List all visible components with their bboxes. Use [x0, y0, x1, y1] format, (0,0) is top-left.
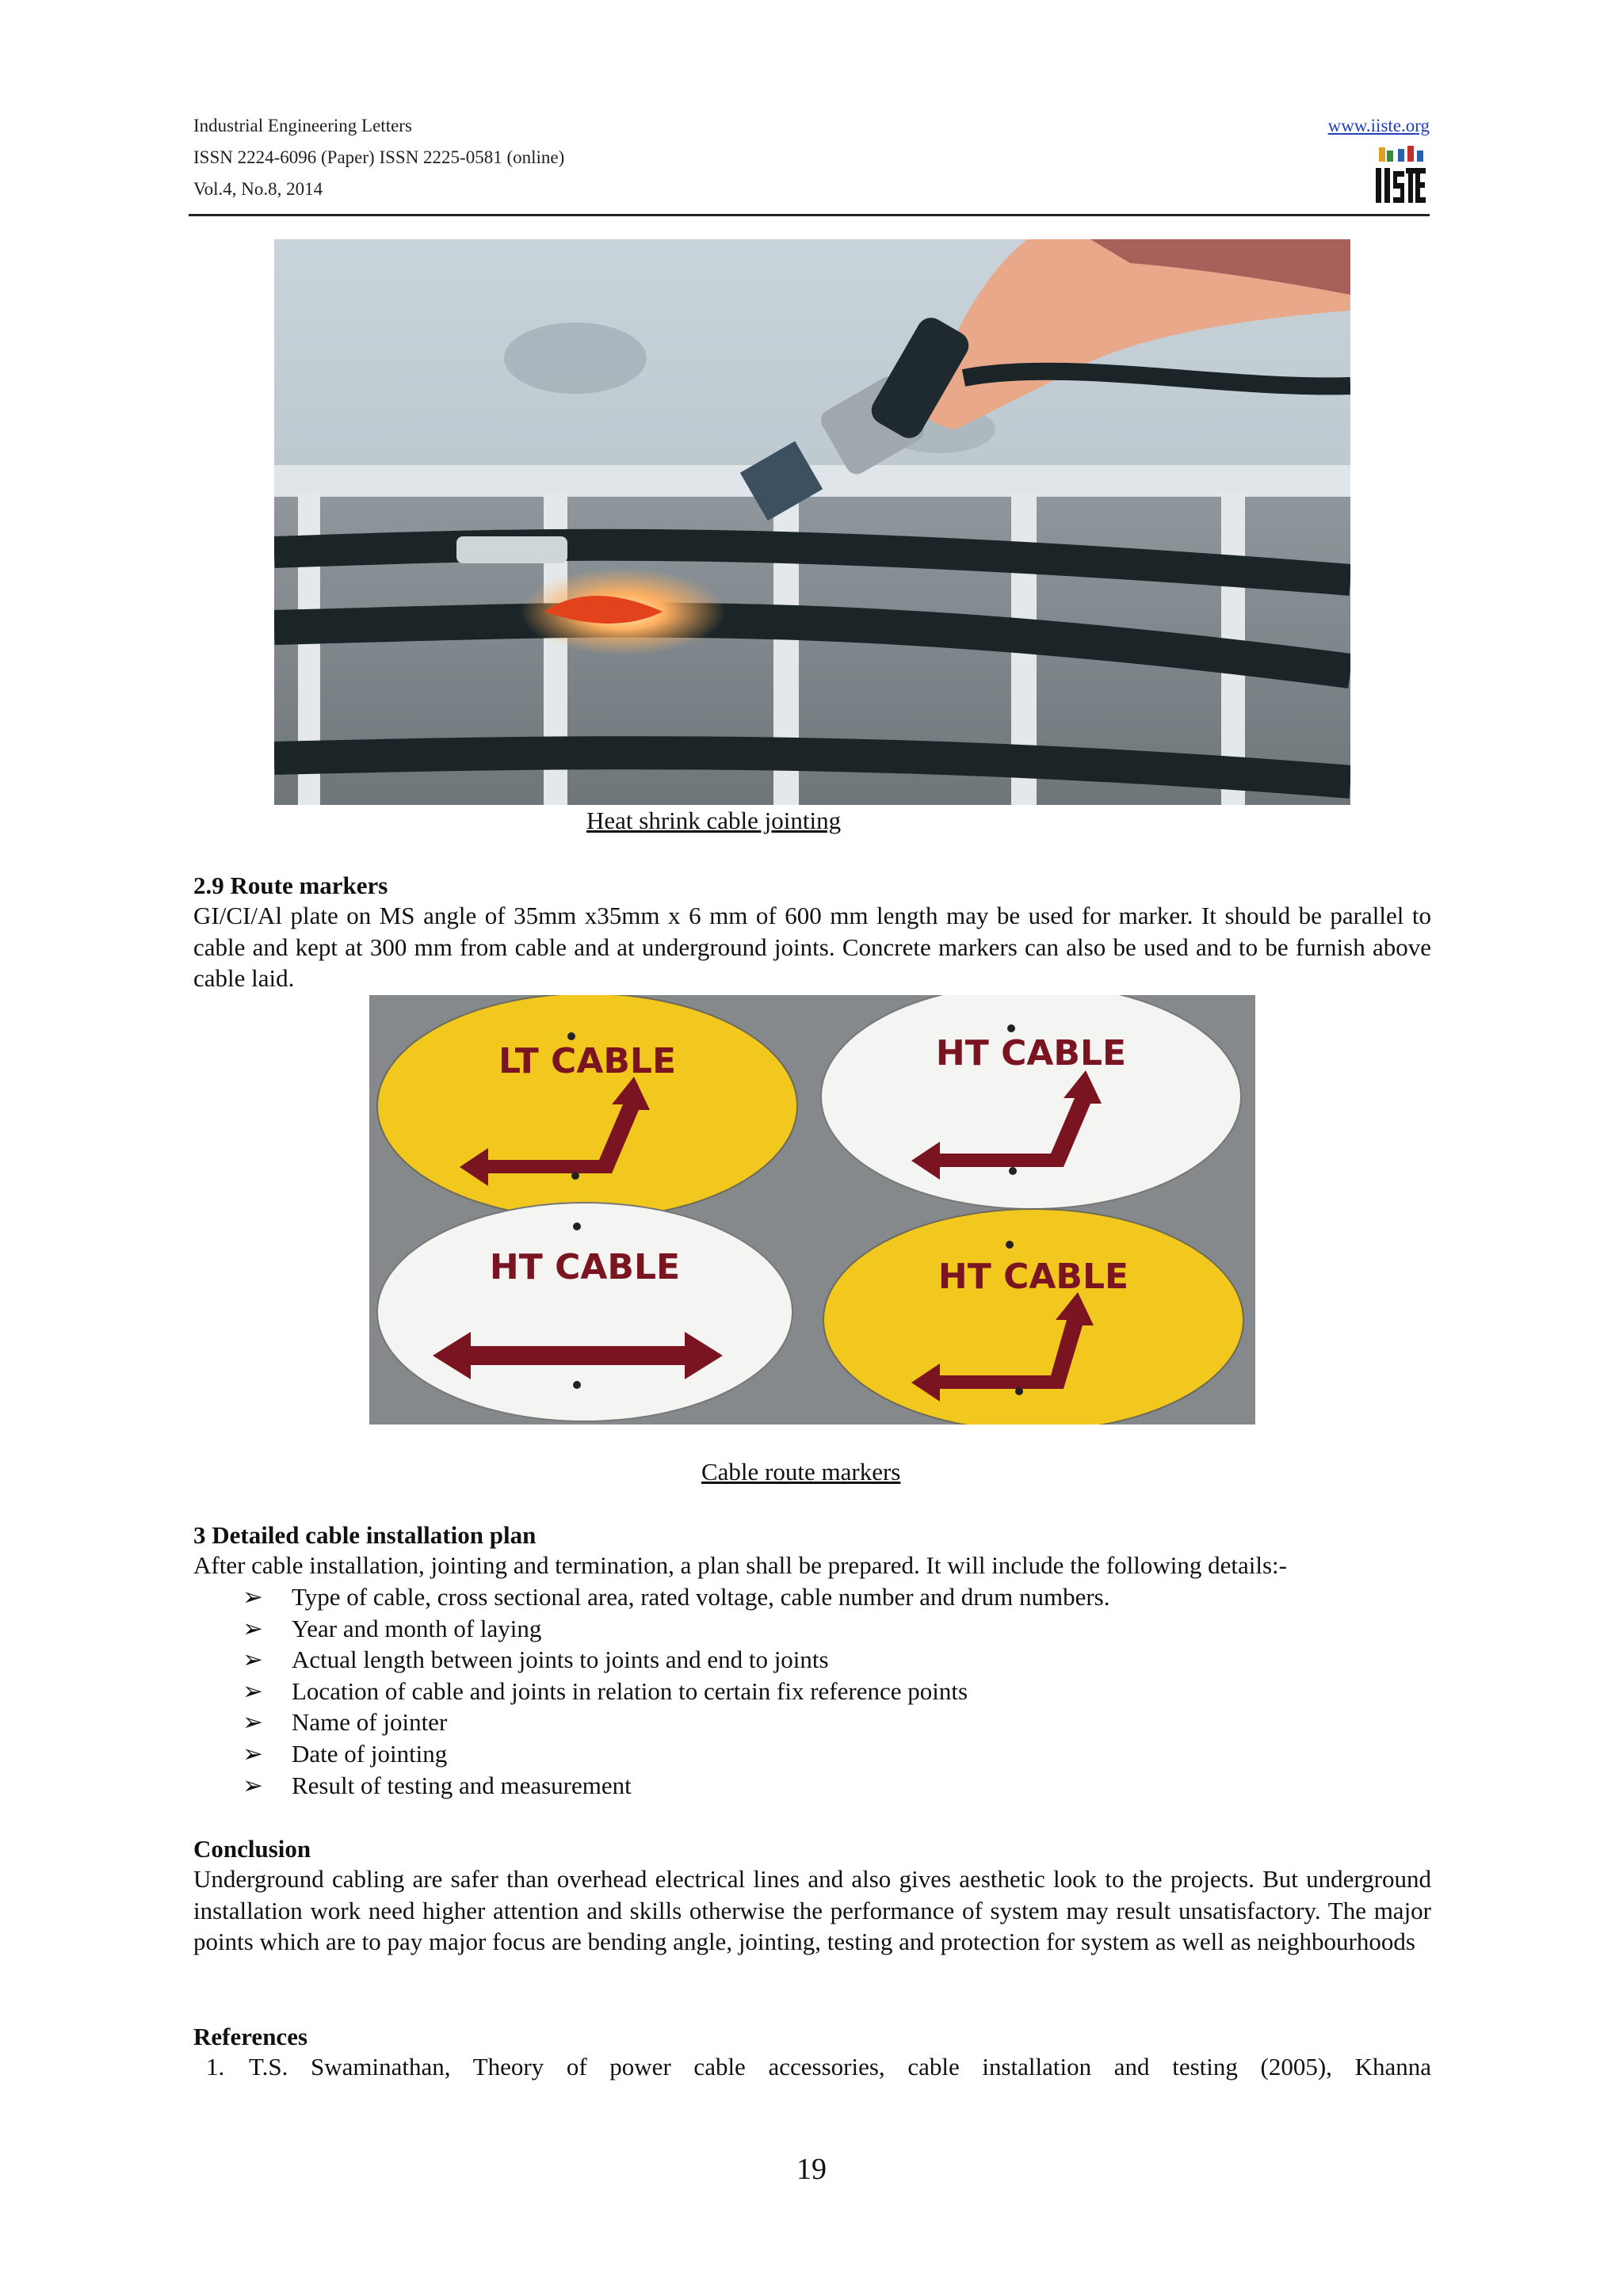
bullet-arrow-icon: ➢ — [242, 1739, 263, 1768]
section-heading-installation-plan: 3 Detailed cable installation plan — [193, 1521, 537, 1549]
marker-ht-cable-1 — [821, 995, 1241, 1209]
volume-line: Vol.4, No.8, 2014 — [193, 179, 323, 199]
iiste-logo — [1374, 144, 1426, 206]
section-heading-route-markers: 2.9 Route markers — [193, 871, 388, 899]
issn-line: ISSN 2224-6096 (Paper) ISSN 2225-0581 (online) — [193, 147, 565, 167]
bullet-arrow-icon: ➢ — [242, 1708, 263, 1737]
header-rule — [189, 214, 1430, 216]
reference-number: 1. — [206, 2053, 225, 2081]
marker-label-1: LT CABLE — [498, 1041, 677, 1081]
list-item: ➢ Result of testing and measurement — [241, 1770, 1109, 1802]
figure2-caption: Cable route markers — [701, 1458, 901, 1486]
list-item: ➢ Name of jointer — [241, 1707, 1109, 1738]
bullet-arrow-icon: ➢ — [242, 1771, 263, 1799]
marker-ht-cable-3 — [823, 1209, 1243, 1425]
marker-label-4: HT CABLE — [938, 1257, 1129, 1297]
bullet-arrow-icon: ➢ — [242, 1614, 263, 1642]
list-item: ➢ Location of cable and joints in relation to certain fix reference points — [241, 1676, 1109, 1707]
list-item: ➢ Date of jointing — [241, 1738, 1109, 1770]
figure1-caption: Heat shrink cable jointing — [586, 807, 842, 834]
heat-shrink-photo — [274, 239, 1350, 805]
reference-text: T.S. Swaminathan, Theory of power cable accessories, cable installation and testing (2005), Khanna — [249, 2053, 1431, 2081]
marker-label-3: HT CABLE — [489, 1247, 681, 1287]
bullet-arrow-icon: ➢ — [242, 1646, 263, 1674]
marker-label-2: HT CABLE — [935, 1033, 1127, 1074]
section-heading-conclusion: Conclusion — [193, 1835, 311, 1863]
journal-name: Industrial Engineering Letters — [193, 116, 412, 135]
cable-route-markers-photo — [369, 995, 1255, 1425]
installation-plan-intro: After cable installation, jointing and termination, a plan shall be prepared. It will include the following details:- — [193, 1551, 1287, 1579]
section-heading-references: References — [193, 2023, 308, 2050]
conclusion-paragraph: Underground cabling are safer than overhead electrical lines and also gives aesthetic look to the projects. But underground installation work need higher attention and skills otherwise the performance of system may result unsatisfactory. The major points which are to pay major focus are bending angle, jointing, testing and protection for system as well as neighbourhoods — [193, 1865, 1431, 1956]
installation-details-list — [241, 1581, 1109, 1801]
route-markers-paragraph: GI/CI/Al plate on MS angle of 35mm x35mm x 6 mm of 600 mm length may be used for marker. It should be parallel to cable and kept at 300 mm from cable and at underground joints. Concrete markers can also be used and to be furnish above cable laid. — [193, 902, 1431, 993]
list-item: ➢ Actual length between joints to joints and end to joints — [241, 1644, 1109, 1676]
bullet-arrow-icon: ➢ — [242, 1676, 263, 1705]
page-number: 19 — [796, 2153, 827, 2186]
marker-ht-cable-2 — [377, 1203, 792, 1421]
bullet-arrow-icon: ➢ — [242, 1583, 263, 1611]
list-item: ➢ Type of cable, cross sectional area, rated voltage, cable number and drum numbers. — [241, 1581, 1109, 1613]
marker-lt-cable — [377, 995, 797, 1219]
website-link[interactable]: www.iiste.org — [1327, 116, 1430, 135]
list-item: ➢ Year and month of laying — [241, 1613, 1109, 1645]
